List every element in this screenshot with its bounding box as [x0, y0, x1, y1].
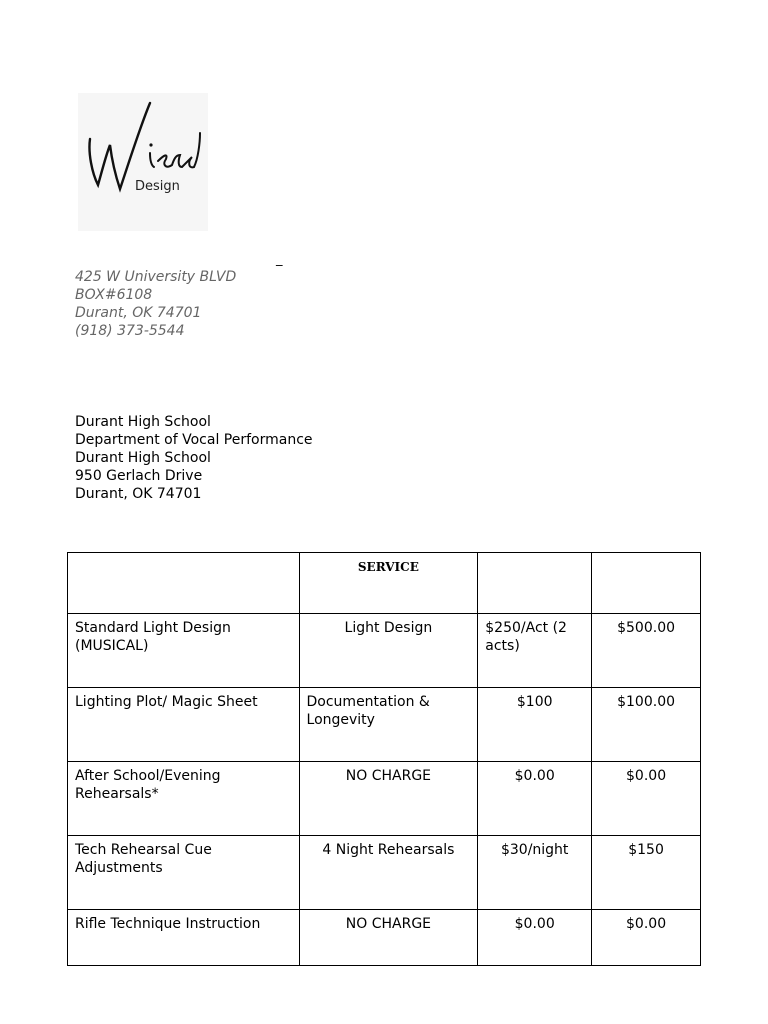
table-row [68, 762, 701, 836]
header-cell [478, 553, 592, 614]
recipient-name: Durant High School [75, 414, 211, 430]
logo-script-wordmark-icon [78, 93, 208, 231]
recipient-city: Durant, OK 74701 [75, 486, 202, 502]
services-table [67, 552, 701, 966]
table-row [68, 688, 701, 762]
rate-cell: $0.00 [478, 762, 592, 836]
item-cell: Standard Light Design (MUSICAL) [68, 614, 300, 688]
service-header: SERVICE [357, 560, 419, 574]
rate-cell: $0.00 [478, 910, 592, 966]
table-row [68, 614, 701, 688]
table-row [68, 836, 701, 910]
total-cell: $150 [592, 836, 701, 910]
rate-cell: $100 [478, 688, 592, 762]
sender-phone: (918) 373-5544 [75, 323, 185, 339]
service-cell: Light Design [299, 614, 478, 688]
total-cell: $100.00 [592, 688, 701, 762]
header-cell-service [299, 553, 478, 614]
company-logo [78, 93, 208, 231]
recipient-school: Durant High School [75, 450, 211, 466]
total-cell: $0.00 [592, 910, 701, 966]
rate-cell: $250/Act (2 acts) [478, 614, 592, 688]
service-cell: NO CHARGE [299, 910, 478, 966]
sender-street: 425 W University BLVD [75, 269, 237, 285]
sender-city: Durant, OK 74701 [75, 305, 202, 321]
total-cell: $500.00 [592, 614, 701, 688]
item-cell: Rifle Technique Instruction [68, 910, 300, 966]
sender-address [75, 268, 236, 340]
recipient-department: Department of Vocal Performance [75, 432, 313, 448]
logo-subtitle: Design [135, 179, 180, 194]
item-cell: Tech Rehearsal Cue Adjustments [68, 836, 300, 910]
recipient-address [75, 413, 313, 503]
service-cell: 4 Night Rehearsals [299, 836, 478, 910]
rate-cell: $30/night [478, 836, 592, 910]
table-header-row [68, 553, 701, 614]
header-cell [592, 553, 701, 614]
cursor-marker: _ [276, 252, 283, 267]
total-cell: $0.00 [592, 762, 701, 836]
item-cell: Lighting Plot/ Magic Sheet [68, 688, 300, 762]
table-row [68, 910, 701, 966]
header-cell [68, 553, 300, 614]
sender-box: BOX#6108 [75, 287, 153, 303]
service-cell: NO CHARGE [299, 762, 478, 836]
service-cell: Documentation & Longevity [299, 688, 478, 762]
item-cell: After School/Evening Rehearsals* [68, 762, 300, 836]
recipient-street: 950 Gerlach Drive [75, 468, 203, 484]
